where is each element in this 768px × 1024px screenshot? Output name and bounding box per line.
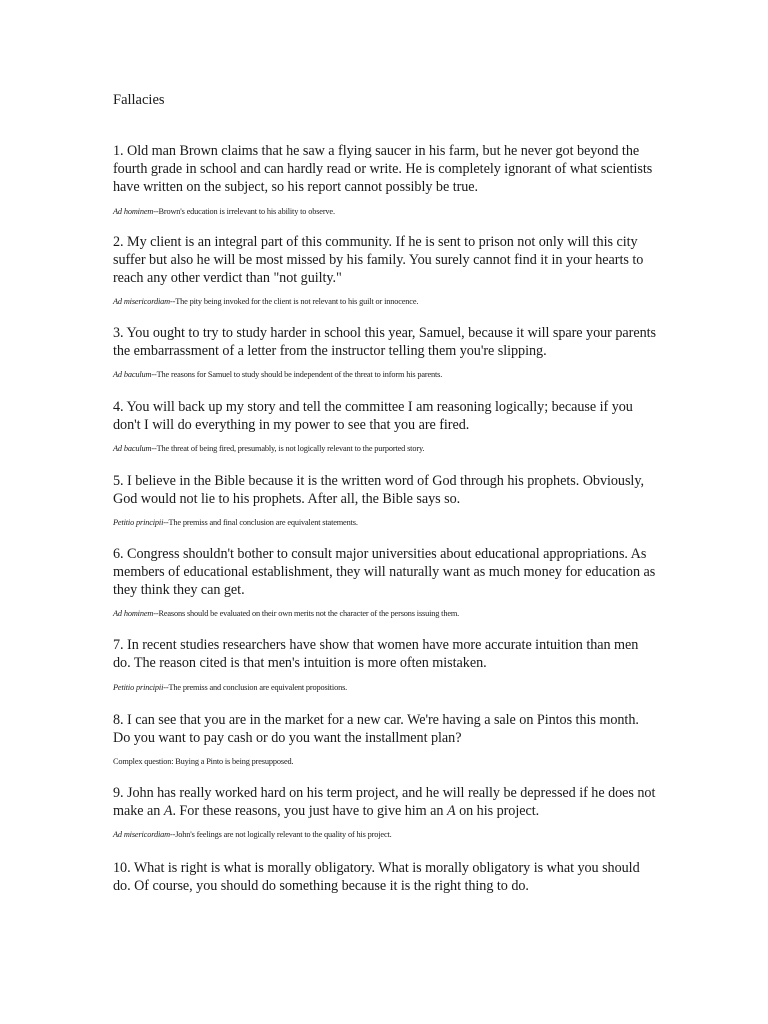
- fallacy-explanation: --The threat of being fired, presumably, is not logically relevant to the purported story.: [151, 444, 425, 453]
- fallacy-note-3: [113, 369, 673, 380]
- fallacy-item-6: 6. Congress shouldn't bother to consult major universities about educational appropriations. As members of educational establishment, they will naturally want as much money for education as they think they can get.: [113, 546, 656, 599]
- fallacy-item-3: 3. You ought to try to study harder in school this year, Samuel, because it will spare your parents the embarrassment of a letter from the instructor telling them you're slipping.: [113, 325, 656, 360]
- fallacy-term: Ad baculum: [113, 370, 152, 379]
- fallacy-term: Ad hominem: [113, 207, 154, 216]
- grade-letter: A: [163, 803, 173, 820]
- fallacy-explanation: --The premiss and conclusion are equivalent propositions.: [163, 683, 348, 692]
- fallacy-term: Ad hominem: [113, 609, 154, 618]
- fallacy-item-1: 1. Old man Brown claims that he saw a flying saucer in his farm, but he never got beyond the fourth grade in school and can hardly read or write. He is completely ignorant of what scientists have written on the subject, so his report cannot possibly be true.: [113, 143, 653, 196]
- fallacy-item-4: 4. You will back up my story and tell the committee I am reasoning logically; because if you don't I will do everything in my power to see that you are fired.: [113, 399, 633, 434]
- fallacy-note-7: [113, 682, 673, 693]
- fallacy-note-9: [113, 829, 673, 840]
- fallacy-explanation: --Brown's education is irrelevant to his ability to observe.: [153, 207, 335, 216]
- fallacy-item-8: 8. I can see that you are in the market for a new car. We're having a sale on Pintos this month. Do you want to pay cash or do you want the installment plan?: [113, 712, 639, 747]
- fallacy-note-1: [113, 206, 673, 217]
- fallacy-note-5: [113, 517, 673, 528]
- fallacy-note-6: [113, 608, 673, 619]
- fallacy-explanation: Complex question: Buying a Pinto is being presupposed.: [113, 757, 294, 766]
- fallacy-explanation: --The reasons for Samuel to study should be independent of the threat to inform his parents.: [151, 370, 443, 379]
- fallacy-note-4: [113, 443, 673, 454]
- fallacy-term: Ad misericordiam: [113, 297, 170, 306]
- fallacy-term: Ad misericordiam: [113, 830, 170, 839]
- fallacy-item-9: [113, 784, 658, 820]
- fallacy-explanation: --John's feelings are not logically relevant to the quality of his project.: [169, 830, 392, 839]
- fallacy-note-8: [113, 756, 673, 767]
- fallacy-explanation: --The premiss and final conclusion are equivalent statements.: [163, 518, 358, 527]
- fallacy-note-2: [113, 296, 673, 307]
- fallacy-item-10: 10. What is right is what is morally obligatory. What is morally obligatory is what you should do. Of course, you should do something because it is the right thing to do.: [113, 860, 640, 895]
- grade-letter: A: [446, 803, 456, 820]
- fallacy-item-7: 7. In recent studies researchers have show that women have more accurate intuition than men do. The reason cited is that men's intuition is more often mistaken.: [113, 637, 639, 672]
- item-text-segment: on his project.: [455, 803, 540, 820]
- page-title: Fallacies: [113, 92, 165, 108]
- item-text-segment: 9. John has really worked hard on his term project, and he will really be depressed if he does not make an: [113, 785, 656, 820]
- fallacy-term: Ad baculum: [113, 444, 152, 453]
- item-text-segment: . For these reasons, you just have to give him an: [172, 803, 447, 820]
- fallacy-item-2: 2. My client is an integral part of this community. If he is sent to prison not only will this city suffer but also he will be most missed by his family. You surely cannot find it in your hearts to reach any other verdict than "not guilty.": [113, 234, 644, 287]
- fallacy-term: Petitio principii: [113, 683, 164, 692]
- fallacy-explanation: --The pity being invoked for the client is not relevant to his guilt or innocence.: [169, 297, 419, 306]
- fallacy-explanation: --Reasons should be evaluated on their own merits not the character of the persons issuing them.: [153, 609, 460, 618]
- fallacy-term: Petitio principii: [113, 518, 164, 527]
- fallacy-item-5: 5. I believe in the Bible because it is the written word of God through his prophets. Obviously, God would not lie to his prophets. After all, the Bible says so.: [113, 473, 644, 508]
